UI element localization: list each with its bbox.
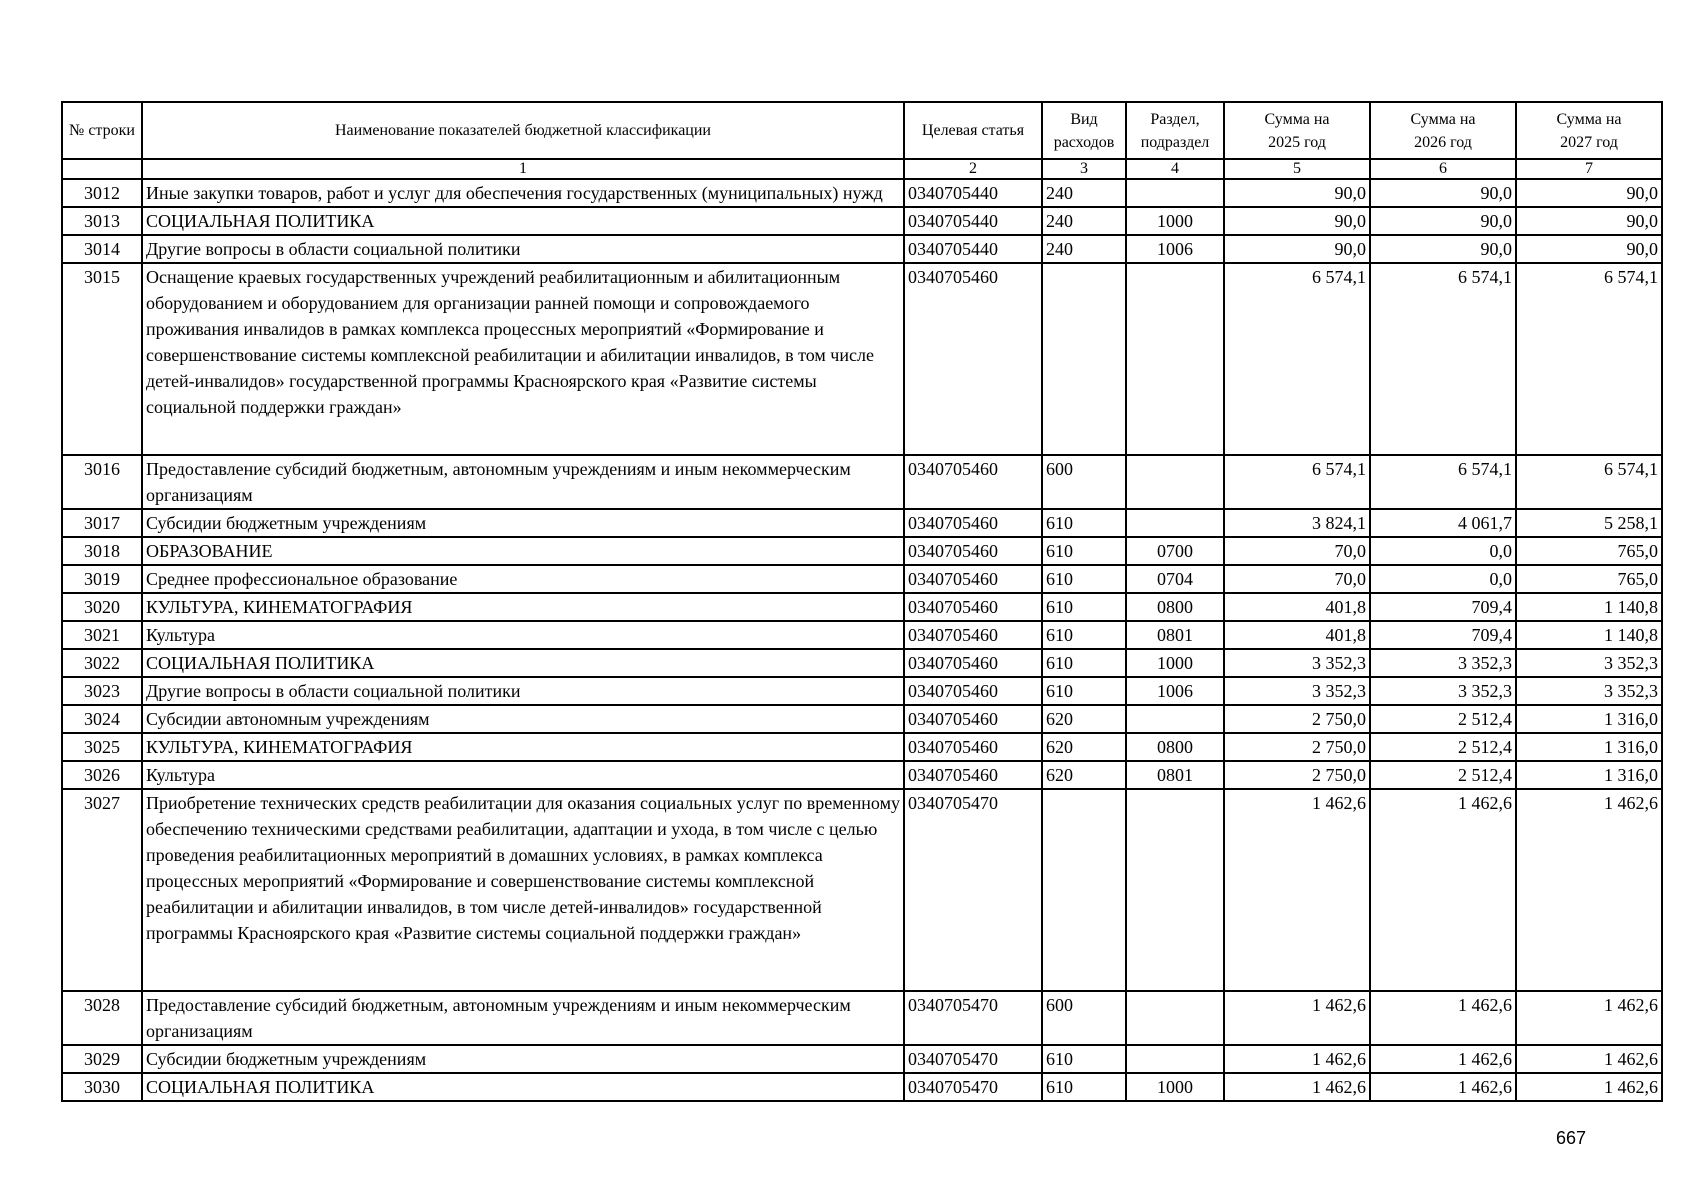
target-article-cell: 0340705470	[904, 1045, 1042, 1073]
section-cell	[1126, 509, 1224, 537]
table-row	[62, 235, 1662, 263]
table-row	[62, 455, 1662, 509]
expense-type-cell: 620	[1042, 733, 1126, 761]
sum-2027-cell: 1 140,8	[1516, 621, 1662, 649]
section-cell: 0801	[1126, 621, 1224, 649]
header-vid	[1042, 102, 1126, 159]
expense-type-cell: 600	[1042, 991, 1126, 1045]
expense-type-cell: 610	[1042, 649, 1126, 677]
target-article-cell: 0340705460	[904, 537, 1042, 565]
sum-2026-cell: 1 462,6	[1370, 789, 1516, 991]
target-article-cell: 0340705470	[904, 1073, 1042, 1101]
section-cell	[1126, 1045, 1224, 1073]
sum-2025-cell: 2 750,0	[1224, 761, 1370, 789]
section-cell: 0800	[1126, 593, 1224, 621]
sum-2026-cell: 90,0	[1370, 235, 1516, 263]
sum-2026-cell: 1 462,6	[1370, 991, 1516, 1045]
target-article-cell: 0340705460	[904, 677, 1042, 705]
table-row	[62, 1045, 1662, 1073]
target-article-cell: 0340705460	[904, 565, 1042, 593]
sum-2026-cell: 6 574,1	[1370, 455, 1516, 509]
sum-2026-cell: 0,0	[1370, 537, 1516, 565]
table-row	[62, 761, 1662, 789]
row-number-cell: 3015	[62, 263, 142, 455]
sum-2027-cell: 90,0	[1516, 207, 1662, 235]
table-row	[62, 565, 1662, 593]
sum-2025-cell: 3 352,3	[1224, 677, 1370, 705]
row-number-cell: 3030	[62, 1073, 142, 1101]
row-number-cell: 3029	[62, 1045, 142, 1073]
table-row	[62, 991, 1662, 1045]
header-vid-line1: Вид	[1070, 110, 1098, 128]
target-article-cell: 0340705460	[904, 509, 1042, 537]
sum-2025-cell: 6 574,1	[1224, 263, 1370, 455]
target-article-cell: 0340705460	[904, 705, 1042, 733]
expense-type-cell: 610	[1042, 1045, 1126, 1073]
target-article-cell: 0340705460	[904, 455, 1042, 509]
sum-2027-cell: 5 258,1	[1516, 509, 1662, 537]
target-article-cell: 0340705460	[904, 649, 1042, 677]
sum-2025-cell: 90,0	[1224, 207, 1370, 235]
sum-2025-cell: 70,0	[1224, 565, 1370, 593]
row-number-cell: 3028	[62, 991, 142, 1045]
expense-type-cell: 600	[1042, 455, 1126, 509]
indicator-name-cell: СОЦИАЛЬНАЯ ПОЛИТИКА	[142, 649, 904, 677]
indicator-name-cell: Приобретение технических средств реабилитации для оказания социальных услуг по временному обеспечению техническими средствами реабилитации, адаптации и ухода, в том числе с целью проведения реабилитационных мероприятий в домашних условиях, в рамках комплекса процессных мероприятий «Формирование и совершенствование системы комплексной реабилитации и абилитации инвалидов, в том числе детей-инвалидов» государственной программы Красноярского края «Развитие системы социальной поддержки граждан»	[142, 789, 904, 991]
sum-2027-cell: 1 462,6	[1516, 789, 1662, 991]
column-number: 3	[1042, 159, 1126, 179]
indicator-name-cell: Культура	[142, 621, 904, 649]
sum-2027-cell: 90,0	[1516, 235, 1662, 263]
header-target: Целевая статья	[904, 102, 1042, 159]
row-number-cell: 3018	[62, 537, 142, 565]
section-cell	[1126, 789, 1224, 991]
sum-2027-cell: 1 462,6	[1516, 991, 1662, 1045]
expense-type-cell: 610	[1042, 621, 1126, 649]
sum-2026-cell: 6 574,1	[1370, 263, 1516, 455]
indicator-name-cell: Культура	[142, 761, 904, 789]
expense-type-cell: 610	[1042, 537, 1126, 565]
target-article-cell: 0340705440	[904, 207, 1042, 235]
page-number: 667	[1556, 1128, 1587, 1148]
table-row	[62, 509, 1662, 537]
indicator-name-cell: КУЛЬТУРА, КИНЕМАТОГРАФИЯ	[142, 593, 904, 621]
sum-2025-cell: 401,8	[1224, 593, 1370, 621]
sum-2027-cell: 3 352,3	[1516, 677, 1662, 705]
header-razdel-line2: подраздел	[1140, 133, 1210, 151]
row-number-cell: 3013	[62, 207, 142, 235]
target-article-cell: 0340705460	[904, 263, 1042, 455]
sum-2027-cell: 1 140,8	[1516, 593, 1662, 621]
header-sum-2025-line1: Сумма на	[1264, 110, 1330, 128]
row-number-cell: 3024	[62, 705, 142, 733]
section-cell: 0704	[1126, 565, 1224, 593]
expense-type-cell: 620	[1042, 705, 1126, 733]
header-sum-2027-line1: Сумма на	[1556, 110, 1622, 128]
column-number: 5	[1224, 159, 1370, 179]
sum-2026-cell: 709,4	[1370, 621, 1516, 649]
section-cell: 1000	[1126, 207, 1224, 235]
header-sum-2027-line2: 2027 год	[1560, 133, 1618, 151]
target-article-cell: 0340705460	[904, 593, 1042, 621]
sum-2027-cell: 1 316,0	[1516, 733, 1662, 761]
table-row	[62, 179, 1662, 207]
sum-2027-cell: 765,0	[1516, 565, 1662, 593]
sum-2026-cell: 709,4	[1370, 593, 1516, 621]
table-row	[62, 593, 1662, 621]
sum-2027-cell: 1 316,0	[1516, 705, 1662, 733]
row-number-cell: 3014	[62, 235, 142, 263]
header-sum-2026-line2: 2026 год	[1414, 133, 1472, 151]
row-number-cell: 3021	[62, 621, 142, 649]
section-cell	[1126, 991, 1224, 1045]
header-name: Наименование показателей бюджетной классификации	[142, 102, 904, 159]
sum-2026-cell: 90,0	[1370, 179, 1516, 207]
column-number: 2	[904, 159, 1042, 179]
indicator-name-cell: СОЦИАЛЬНАЯ ПОЛИТИКА	[142, 1073, 904, 1101]
indicator-name-cell: СОЦИАЛЬНАЯ ПОЛИТИКА	[142, 207, 904, 235]
sum-2027-cell: 1 316,0	[1516, 761, 1662, 789]
sum-2025-cell: 1 462,6	[1224, 991, 1370, 1045]
section-cell: 1006	[1126, 235, 1224, 263]
column-number: 1	[142, 159, 904, 179]
indicator-name-cell: Другие вопросы в области социальной политики	[142, 235, 904, 263]
sum-2025-cell: 2 750,0	[1224, 733, 1370, 761]
table-row	[62, 537, 1662, 565]
column-number	[62, 159, 142, 179]
sum-2026-cell: 1 462,6	[1370, 1073, 1516, 1101]
indicator-name-cell: Субсидии бюджетным учреждениям	[142, 509, 904, 537]
indicator-name-cell: Иные закупки товаров, работ и услуг для обеспечения государственных (муниципальных) нужд	[142, 179, 904, 207]
table-row	[62, 649, 1662, 677]
target-article-cell: 0340705460	[904, 621, 1042, 649]
row-number-cell: 3026	[62, 761, 142, 789]
sum-2027-cell: 765,0	[1516, 537, 1662, 565]
sum-2026-cell: 3 352,3	[1370, 649, 1516, 677]
indicator-name-cell: Субсидии автономным учреждениям	[142, 705, 904, 733]
section-cell: 1000	[1126, 1073, 1224, 1101]
sum-2027-cell: 6 574,1	[1516, 455, 1662, 509]
expense-type-cell: 620	[1042, 761, 1126, 789]
row-number-cell: 3012	[62, 179, 142, 207]
target-article-cell: 0340705460	[904, 733, 1042, 761]
section-cell: 1006	[1126, 677, 1224, 705]
sum-2025-cell: 1 462,6	[1224, 1045, 1370, 1073]
sum-2026-cell: 4 061,7	[1370, 509, 1516, 537]
row-number-cell: 3017	[62, 509, 142, 537]
row-number-cell: 3023	[62, 677, 142, 705]
header-sum-2026	[1370, 102, 1516, 159]
column-number-row	[62, 159, 1662, 179]
sum-2025-cell: 70,0	[1224, 537, 1370, 565]
expense-type-cell: 610	[1042, 509, 1126, 537]
budget-table	[61, 101, 1663, 1102]
sum-2026-cell: 90,0	[1370, 207, 1516, 235]
sum-2025-cell: 3 824,1	[1224, 509, 1370, 537]
indicator-name-cell: Субсидии бюджетным учреждениям	[142, 1045, 904, 1073]
sum-2025-cell: 2 750,0	[1224, 705, 1370, 733]
table-row	[62, 789, 1662, 991]
row-number-cell: 3025	[62, 733, 142, 761]
header-sum-2026-line1: Сумма на	[1410, 110, 1476, 128]
expense-type-cell: 610	[1042, 677, 1126, 705]
sum-2025-cell: 6 574,1	[1224, 455, 1370, 509]
indicator-name-cell: Другие вопросы в области социальной политики	[142, 677, 904, 705]
sum-2026-cell: 2 512,4	[1370, 705, 1516, 733]
sum-2027-cell: 6 574,1	[1516, 263, 1662, 455]
target-article-cell: 0340705470	[904, 789, 1042, 991]
header-row-no: № строки	[62, 102, 142, 159]
indicator-name-cell: Предоставление субсидий бюджетным, автономным учреждениям и иным некоммерческим организациям	[142, 991, 904, 1045]
row-number-cell: 3022	[62, 649, 142, 677]
header-vid-line2: расходов	[1053, 133, 1115, 151]
section-cell	[1126, 179, 1224, 207]
table-row	[62, 263, 1662, 455]
target-article-cell: 0340705470	[904, 991, 1042, 1045]
header-razdel	[1126, 102, 1224, 159]
table-row	[62, 705, 1662, 733]
row-number-cell: 3016	[62, 455, 142, 509]
expense-type-cell	[1042, 789, 1126, 991]
table-row	[62, 1073, 1662, 1101]
row-number-cell: 3020	[62, 593, 142, 621]
header-row	[62, 102, 1662, 159]
sum-2026-cell: 0,0	[1370, 565, 1516, 593]
sum-2027-cell: 3 352,3	[1516, 649, 1662, 677]
indicator-name-cell: Оснащение краевых государственных учреждений реабилитационным и абилитационным оборудованием и оборудованием для организации ранней помощи и сопровождаемого проживания инвалидов в рамках комплекса процессных мероприятий «Формирование и совершенствование системы комплексной реабилитации и абилитации инвалидов, в том числе детей-инвалидов» государственной программы Красноярского края «Развитие системы социальной поддержки граждан»	[142, 263, 904, 455]
section-cell: 0800	[1126, 733, 1224, 761]
sum-2027-cell: 1 462,6	[1516, 1073, 1662, 1101]
section-cell: 0801	[1126, 761, 1224, 789]
table-row	[62, 621, 1662, 649]
sum-2025-cell: 90,0	[1224, 179, 1370, 207]
column-number: 4	[1126, 159, 1224, 179]
sum-2025-cell: 401,8	[1224, 621, 1370, 649]
sum-2026-cell: 3 352,3	[1370, 677, 1516, 705]
expense-type-cell: 610	[1042, 593, 1126, 621]
indicator-name-cell: КУЛЬТУРА, КИНЕМАТОГРАФИЯ	[142, 733, 904, 761]
section-cell	[1126, 455, 1224, 509]
table-row	[62, 677, 1662, 705]
section-cell	[1126, 705, 1224, 733]
header-sum-2025-line2: 2025 год	[1268, 133, 1326, 151]
sum-2025-cell: 90,0	[1224, 235, 1370, 263]
expense-type-cell: 610	[1042, 565, 1126, 593]
expense-type-cell: 240	[1042, 235, 1126, 263]
row-number-cell: 3027	[62, 789, 142, 991]
sum-2026-cell: 1 462,6	[1370, 1045, 1516, 1073]
sum-2025-cell: 3 352,3	[1224, 649, 1370, 677]
column-number: 6	[1370, 159, 1516, 179]
header-sum-2027	[1516, 102, 1662, 159]
sum-2025-cell: 1 462,6	[1224, 789, 1370, 991]
column-number: 7	[1516, 159, 1662, 179]
expense-type-cell: 610	[1042, 1073, 1126, 1101]
target-article-cell: 0340705440	[904, 179, 1042, 207]
target-article-cell: 0340705460	[904, 761, 1042, 789]
header-razdel-line1: Раздел,	[1150, 110, 1200, 128]
table-body	[62, 179, 1662, 1101]
sum-2025-cell: 1 462,6	[1224, 1073, 1370, 1101]
header-sum-2025	[1224, 102, 1370, 159]
expense-type-cell: 240	[1042, 179, 1126, 207]
sum-2027-cell: 1 462,6	[1516, 1045, 1662, 1073]
indicator-name-cell: Среднее профессиональное образование	[142, 565, 904, 593]
table-row	[62, 207, 1662, 235]
sum-2027-cell: 90,0	[1516, 179, 1662, 207]
target-article-cell: 0340705440	[904, 235, 1042, 263]
indicator-name-cell: Предоставление субсидий бюджетным, автономным учреждениям и иным некоммерческим организациям	[142, 455, 904, 509]
sum-2026-cell: 2 512,4	[1370, 761, 1516, 789]
indicator-name-cell: ОБРАЗОВАНИЕ	[142, 537, 904, 565]
sum-2026-cell: 2 512,4	[1370, 733, 1516, 761]
expense-type-cell	[1042, 263, 1126, 455]
section-cell: 1000	[1126, 649, 1224, 677]
row-number-cell: 3019	[62, 565, 142, 593]
section-cell	[1126, 263, 1224, 455]
section-cell: 0700	[1126, 537, 1224, 565]
expense-type-cell: 240	[1042, 207, 1126, 235]
table-row	[62, 733, 1662, 761]
